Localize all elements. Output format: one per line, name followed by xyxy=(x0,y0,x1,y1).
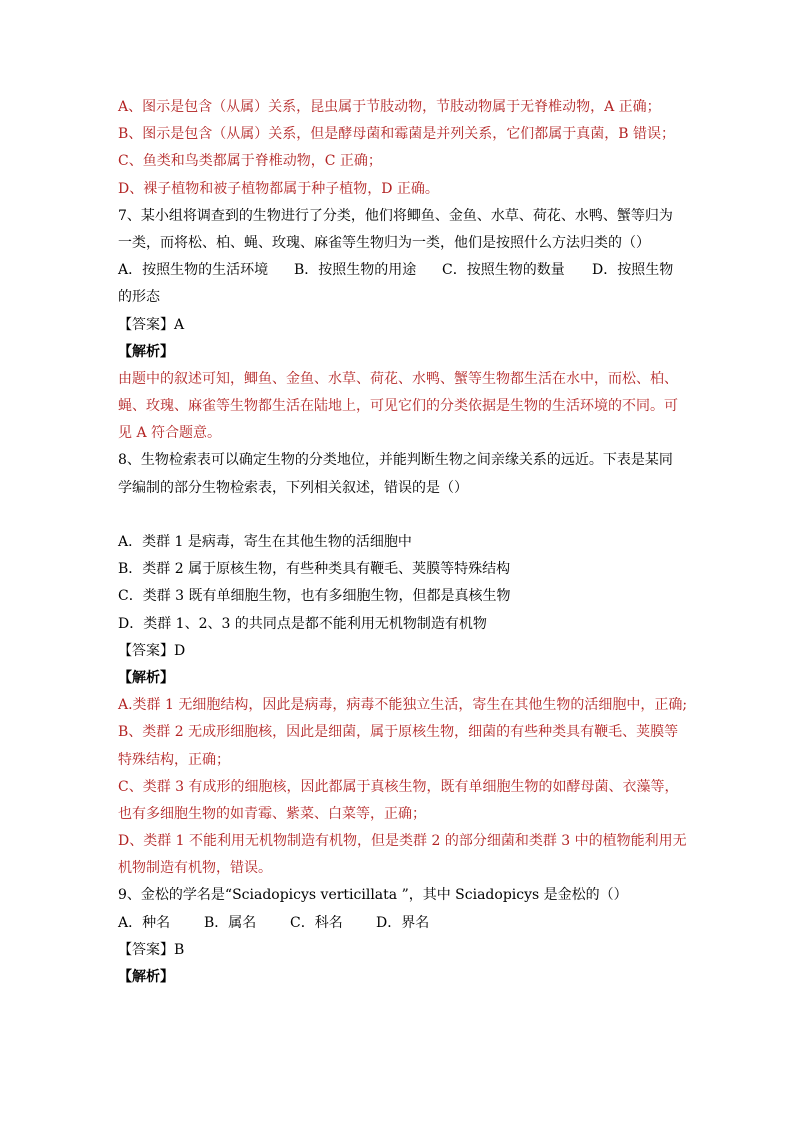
q9-analysis-label: 【解析】 xyxy=(118,969,174,985)
q8-stem: 8、生物检索表可以确定生物的分类地位，并能判断生物之间亲缘关系的远近。下表是某同 xyxy=(118,452,673,469)
q8-stem: 学编制的部分生物检索表，下列相关叙述，错误的是（） xyxy=(118,479,468,496)
q7-analysis-line: 见 A 符合题意。 xyxy=(118,425,222,442)
q8-table-placeholder xyxy=(118,502,688,529)
q9-option-c: C．科名 xyxy=(290,914,343,931)
q7-options xyxy=(118,257,688,284)
document-content xyxy=(118,94,688,991)
q7-option-c: C．按照生物的数量 xyxy=(442,262,565,279)
q7-analysis-line: 蝇、玫瑰、麻雀等生物都生活在陆地上，可见它们的分类依据是生物的生活环境的不同。可 xyxy=(118,398,678,415)
q8-option-c: C．类群 3 既有单细胞生物，也有多细胞生物，但都是真核生物 xyxy=(118,588,511,605)
q9-option-b: B．属名 xyxy=(204,914,257,931)
q8-analysis-label: 【解析】 xyxy=(118,669,174,686)
q8-option-a: A．类群 1 是病毒，寄生在其他生物的活细胞中 xyxy=(118,534,412,550)
q9-answer: 【答案】B xyxy=(118,941,185,958)
q7-analysis-line: 由题中的叙述可知，鲫鱼、金鱼、水草、荷花、水鸭、蟹等生物都生活在水中，而松、柏、 xyxy=(118,370,678,387)
q9-option-a: A．种名 xyxy=(118,914,171,931)
q8-analysis-line: B、类群 2 无成形细胞核，因此是细菌，属于原核生物，细菌的有些种类具有鞭毛、荚膜等 xyxy=(118,724,679,741)
q6-analysis-line: A、图示是包含（从属）关系，昆虫属于节肢动物，节肢动物属于无脊椎动物，A 正确； xyxy=(118,99,661,115)
q8-analysis-line: A.类群 1 无细胞结构，因此是病毒，病毒不能独立生活，寄生在其他生物的活细胞中，正确; xyxy=(118,697,688,714)
q9-options xyxy=(118,910,688,937)
q8-option-d: D．类群 1、2、3 的共同点是都不能利用无机物制造有机物 xyxy=(118,615,487,632)
q9-stem: 9、金松的学名是“Sciadopicys verticillata ”，其中 Sciadopicys 是金松的（） xyxy=(118,887,628,904)
q8-analysis-line: 也有多细胞生物的如青霉、紫菜、白菜等，正确； xyxy=(118,805,426,822)
q7-option-b: B．按照生物的用途 xyxy=(294,262,417,279)
q7-option-d: D．按照生物 xyxy=(592,262,674,279)
q8-answer: 【答案】D xyxy=(118,642,186,659)
q8-option-b: B．类群 2 属于原核生物，有些种类具有鞭毛、荚膜等特殊结构 xyxy=(118,561,511,578)
q7-answer: 【答案】A xyxy=(118,316,185,333)
q8-analysis-line: 特殊结构，正确； xyxy=(118,751,230,768)
q7-stem: 一类，而将松、柏、蝇、玫瑰、麻雀等生物归为一类，他们是按照什么方法归类的（） xyxy=(118,234,650,251)
q7-option-a: A．按照生物的生活环境 xyxy=(118,262,269,279)
q6-analysis-line: B、图示是包含（从属）关系，但是酵母菌和霉菌是并列关系，它们都属于真菌，B 错误； xyxy=(118,126,676,143)
q8-analysis-line: D、类群 1 不能利用无机物制造有机物，但是类群 2 的部分细菌和类群 3 中的植物能利用无 xyxy=(118,833,687,850)
q8-analysis-line: C、类群 3 有成形的细胞核，因此都属于真核生物，既有单细胞生物的如酵母菌、衣藻等， xyxy=(118,778,679,795)
q9-option-d: D．界名 xyxy=(376,914,430,931)
q7-analysis-label: 【解析】 xyxy=(118,343,174,360)
q8-analysis-line: 机物制造有机物，错误。 xyxy=(118,860,272,877)
q7-option-d-continued: 的形态 xyxy=(118,289,160,306)
q6-analysis-line: C、鱼类和鸟类都属于脊椎动物，C 正确； xyxy=(118,153,382,170)
q6-analysis-line: D、裸子植物和被子植物都属于种子植物，D 正确。 xyxy=(118,180,439,197)
q7-stem: 7、某小组将调查到的生物进行了分类，他们将鲫鱼、金鱼、水草、荷花、水鸭、蟹等归为 xyxy=(118,207,673,224)
